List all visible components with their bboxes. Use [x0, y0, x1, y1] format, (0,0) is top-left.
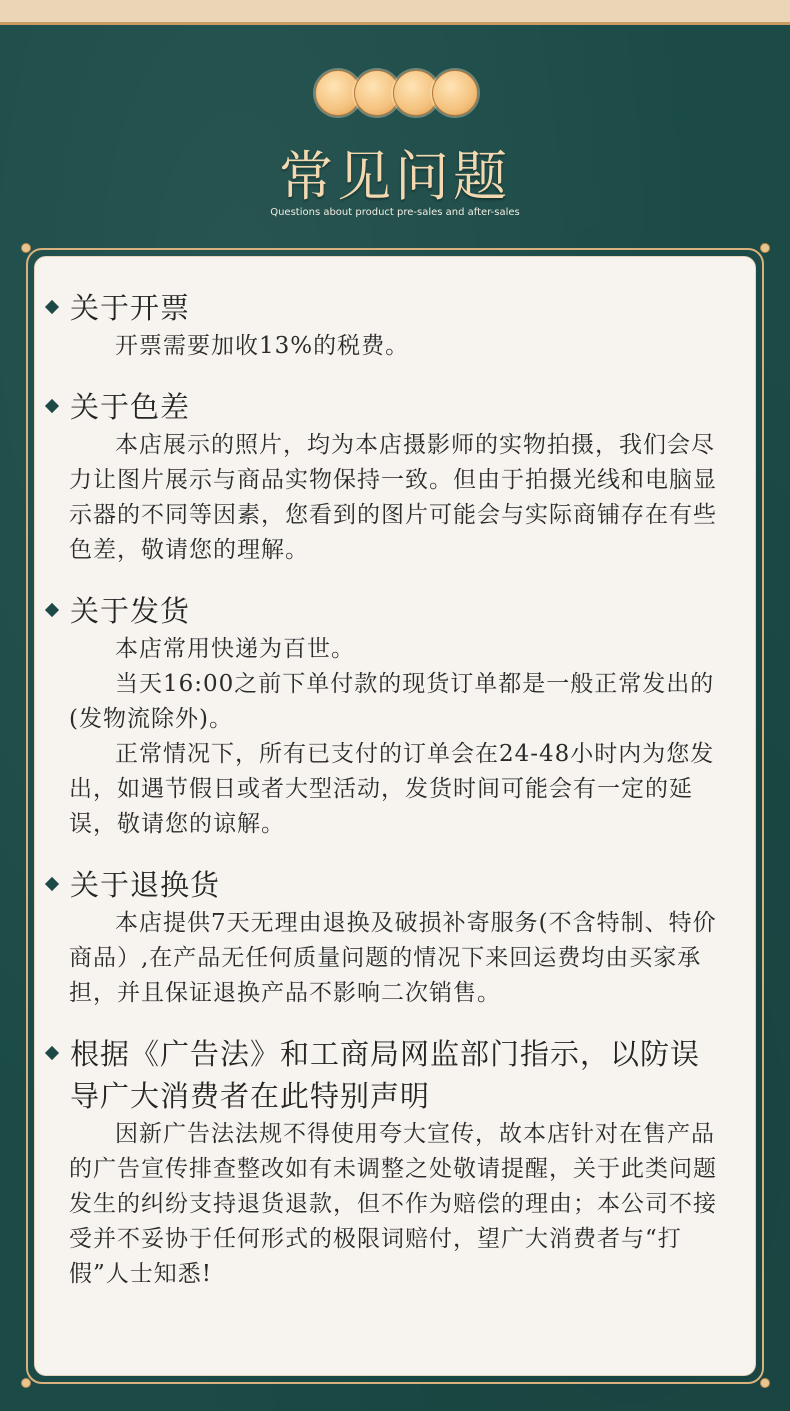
faq-question-text: 根据《广告法》和工商局网监部门指示，以防误导广大消费者在此特别声明 [70, 1037, 701, 1113]
corner-dot-bottom-right [760, 1378, 770, 1388]
faq-answer [43, 906, 723, 1011]
faq-answer [43, 1117, 723, 1292]
page-title: 常见问题 [279, 145, 511, 208]
faq-question [43, 386, 723, 428]
diamond-bullet-icon [45, 1046, 59, 1060]
faq-answer [43, 632, 723, 842]
faq-answer-paragraph: 本店提供7天无理由退换及破损补寄服务(不含特制、特价商品）,在产品无任何质量问题的情况下来回运费均由买家承担，并且保证退换产品不影响二次销售。 [69, 910, 717, 1006]
corner-dot-bottom-left [21, 1378, 31, 1388]
top-banner-strip [0, 0, 790, 25]
faq-panel [34, 256, 756, 1376]
faq-item-shipping [43, 590, 723, 842]
coin-ornament [315, 70, 477, 116]
faq-question-text: 关于开票 [70, 291, 191, 325]
faq-answer-paragraph: 因新广告法法规不得使用夸大宣传，故本店针对在售产品的广告宣传排查整改如有未调整之处敬请提醒，关于此类问题发生的纠纷支持退货退款，但不作为赔偿的理由；本公司不接受并不妥协于任何形式的极限词赔付，望广大消费者与“打假”人士知悉! [69, 1121, 717, 1287]
faq-item-ad-law-statement [43, 1033, 723, 1292]
diamond-bullet-icon [45, 399, 59, 413]
diamond-bullet-icon [45, 603, 59, 617]
faq-answer-paragraph: 开票需要加收13%的税费。 [115, 333, 410, 359]
faq-answer-paragraph: 本店展示的照片，均为本店摄影师的实物拍摄，我们会尽力让图片展示与商品实物保持一致。但由于拍摄光线和电脑显示器的不同等因素，您看到的图片可能会与实际商铺存在有些色差，敬请您的理解。 [69, 432, 717, 563]
faq-item-invoice [43, 287, 723, 364]
diamond-bullet-icon [45, 877, 59, 891]
faq-answer [43, 329, 723, 364]
faq-item-color-difference [43, 386, 723, 568]
corner-dot-top-right [760, 243, 770, 253]
faq-question [43, 287, 723, 329]
faq-question-text: 关于发货 [70, 594, 191, 628]
faq-answer [43, 428, 723, 568]
diamond-bullet-icon [45, 300, 59, 314]
faq-question [43, 1033, 723, 1117]
faq-answer-paragraph: 当天16:00之前下单付款的现货订单都是一般正常发出的(发物流除外)。 [69, 671, 715, 732]
faq-question [43, 864, 723, 906]
faq-question [43, 590, 723, 632]
faq-question-text: 关于退换货 [70, 868, 221, 902]
faq-question-text: 关于色差 [70, 390, 191, 424]
faq-answer-paragraph: 正常情况下，所有已支付的订单会在24-48小时内为您发出，如遇节假日或者大型活动，发货时间可能会有一定的延误，敬请您的谅解。 [69, 741, 715, 837]
page-subtitle: Questions about product pre-sales and after-sales [270, 207, 520, 218]
faq-item-returns [43, 864, 723, 1011]
corner-dot-top-left [21, 243, 31, 253]
faq-answer-paragraph: 本店常用快递为百世。 [115, 636, 355, 662]
